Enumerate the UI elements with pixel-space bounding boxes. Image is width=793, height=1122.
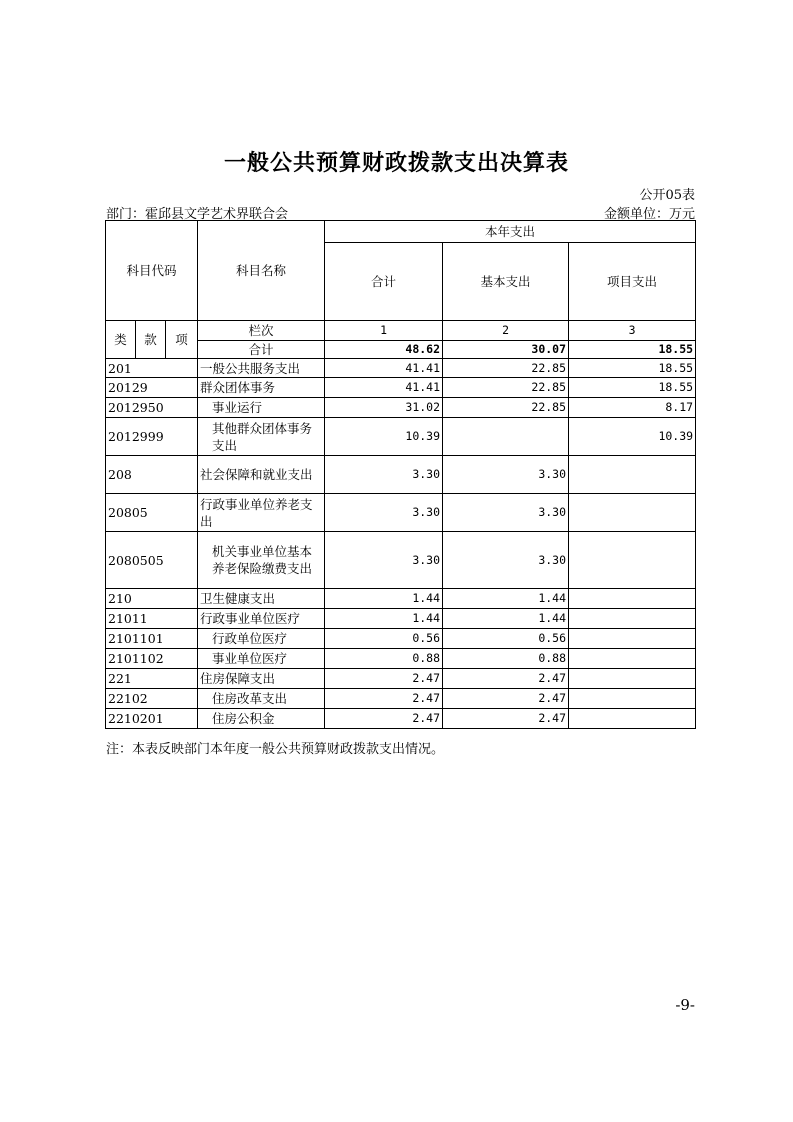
header-xiang: 项 <box>166 321 198 359</box>
row-project <box>569 532 696 589</box>
row-project <box>569 689 696 709</box>
header-code: 科目代码 <box>106 221 198 321</box>
row-basic: 0.88 <box>443 649 569 669</box>
table-row <box>106 609 696 629</box>
table-row <box>106 532 696 589</box>
department-label: 部门：霍邱县文学艺术界联合会 <box>106 207 289 222</box>
row-code: 2210201 <box>106 709 198 729</box>
row-total: 31.02 <box>325 398 443 418</box>
header-column-order: 栏次 <box>198 321 325 341</box>
row-code: 2101101 <box>106 629 198 649</box>
amount-unit-label: 金额单位：万元 <box>603 207 695 222</box>
row-basic: 2.47 <box>443 669 569 689</box>
row-basic: 2.47 <box>443 689 569 709</box>
row-basic: 0.56 <box>443 629 569 649</box>
row-code: 221 <box>106 669 198 689</box>
row-total: 2.47 <box>325 709 443 729</box>
header-current-year: 本年支出 <box>325 221 696 243</box>
row-name: 住房改革支出 <box>198 689 325 709</box>
row-code: 2012999 <box>106 418 198 456</box>
row-name: 行政事业单位养老支出 <box>198 494 325 532</box>
header-col-3: 3 <box>569 321 696 341</box>
row-name: 一般公共服务支出 <box>198 359 325 378</box>
table-row <box>106 629 696 649</box>
row-total: 41.41 <box>325 378 443 398</box>
row-code: 22102 <box>106 689 198 709</box>
total-project: 18.55 <box>569 341 696 359</box>
row-total: 41.41 <box>325 359 443 378</box>
row-basic: 22.85 <box>443 359 569 378</box>
row-name: 行政单位医疗 <box>198 629 325 649</box>
table-row <box>106 418 696 456</box>
row-basic: 1.44 <box>443 589 569 609</box>
header-basic: 基本支出 <box>443 243 569 321</box>
row-basic <box>443 418 569 456</box>
row-project <box>569 709 696 729</box>
row-name: 其他群众团体事务支出 <box>198 418 325 456</box>
header-row-3 <box>106 321 696 341</box>
header-kuan: 款 <box>136 321 166 359</box>
row-total: 1.44 <box>325 609 443 629</box>
header-col-1: 1 <box>325 321 443 341</box>
row-code: 21011 <box>106 609 198 629</box>
row-project <box>569 589 696 609</box>
table-row <box>106 398 696 418</box>
table-row <box>106 494 696 532</box>
row-project <box>569 669 696 689</box>
table-row <box>106 456 696 494</box>
table-row <box>106 709 696 729</box>
row-code: 208 <box>106 456 198 494</box>
expenditure-table <box>105 220 696 729</box>
table-row <box>106 649 696 669</box>
row-code: 20805 <box>106 494 198 532</box>
row-project <box>569 609 696 629</box>
row-project <box>569 649 696 669</box>
row-total: 0.56 <box>325 629 443 649</box>
table-row <box>106 378 696 398</box>
header-row-1 <box>106 221 696 243</box>
row-project <box>569 456 696 494</box>
header-project: 项目支出 <box>569 243 696 321</box>
total-label: 合计 <box>198 341 325 359</box>
table-row <box>106 589 696 609</box>
row-total: 2.47 <box>325 669 443 689</box>
row-total: 0.88 <box>325 649 443 669</box>
row-name: 事业运行 <box>198 398 325 418</box>
row-total: 1.44 <box>325 589 443 609</box>
row-name: 群众团体事务 <box>198 378 325 398</box>
row-code: 2101102 <box>106 649 198 669</box>
row-name: 行政事业单位医疗 <box>198 609 325 629</box>
row-project: 10.39 <box>569 418 696 456</box>
total-basic: 30.07 <box>443 341 569 359</box>
row-project: 8.17 <box>569 398 696 418</box>
row-code: 20129 <box>106 378 198 398</box>
row-basic: 3.30 <box>443 456 569 494</box>
table-row <box>106 689 696 709</box>
row-total: 3.30 <box>325 456 443 494</box>
header-total: 合计 <box>325 243 443 321</box>
row-code: 2080505 <box>106 532 198 589</box>
row-project <box>569 629 696 649</box>
row-code: 2012950 <box>106 398 198 418</box>
page-title: 一般公共预算财政拨款支出决算表 <box>223 151 569 176</box>
row-total: 2.47 <box>325 689 443 709</box>
row-project: 18.55 <box>569 378 696 398</box>
row-name: 机关事业单位基本养老保险缴费支出 <box>198 532 325 589</box>
row-total: 10.39 <box>325 418 443 456</box>
page-number: -9- <box>675 996 695 1014</box>
row-total: 3.30 <box>325 532 443 589</box>
row-basic: 22.85 <box>443 378 569 398</box>
row-project <box>569 494 696 532</box>
row-name: 住房保障支出 <box>198 669 325 689</box>
header-col-2: 2 <box>443 321 569 341</box>
row-name: 卫生健康支出 <box>198 589 325 609</box>
row-basic: 3.30 <box>443 494 569 532</box>
header-lei: 类 <box>106 321 136 359</box>
row-basic: 2.47 <box>443 709 569 729</box>
table-row <box>106 669 696 689</box>
row-basic: 3.30 <box>443 532 569 589</box>
footnote: 注：本表反映部门本年度一般公共预算财政拨款支出情况。 <box>106 742 445 757</box>
row-name: 事业单位医疗 <box>198 649 325 669</box>
form-number: 公开05表 <box>639 188 695 203</box>
header-name: 科目名称 <box>198 221 325 321</box>
row-code: 201 <box>106 359 198 378</box>
row-code: 210 <box>106 589 198 609</box>
total-amount: 48.62 <box>325 341 443 359</box>
row-total: 3.30 <box>325 494 443 532</box>
row-name: 社会保障和就业支出 <box>198 456 325 494</box>
table-row <box>106 359 696 378</box>
row-name: 住房公积金 <box>198 709 325 729</box>
row-basic: 1.44 <box>443 609 569 629</box>
row-basic: 22.85 <box>443 398 569 418</box>
row-project: 18.55 <box>569 359 696 378</box>
